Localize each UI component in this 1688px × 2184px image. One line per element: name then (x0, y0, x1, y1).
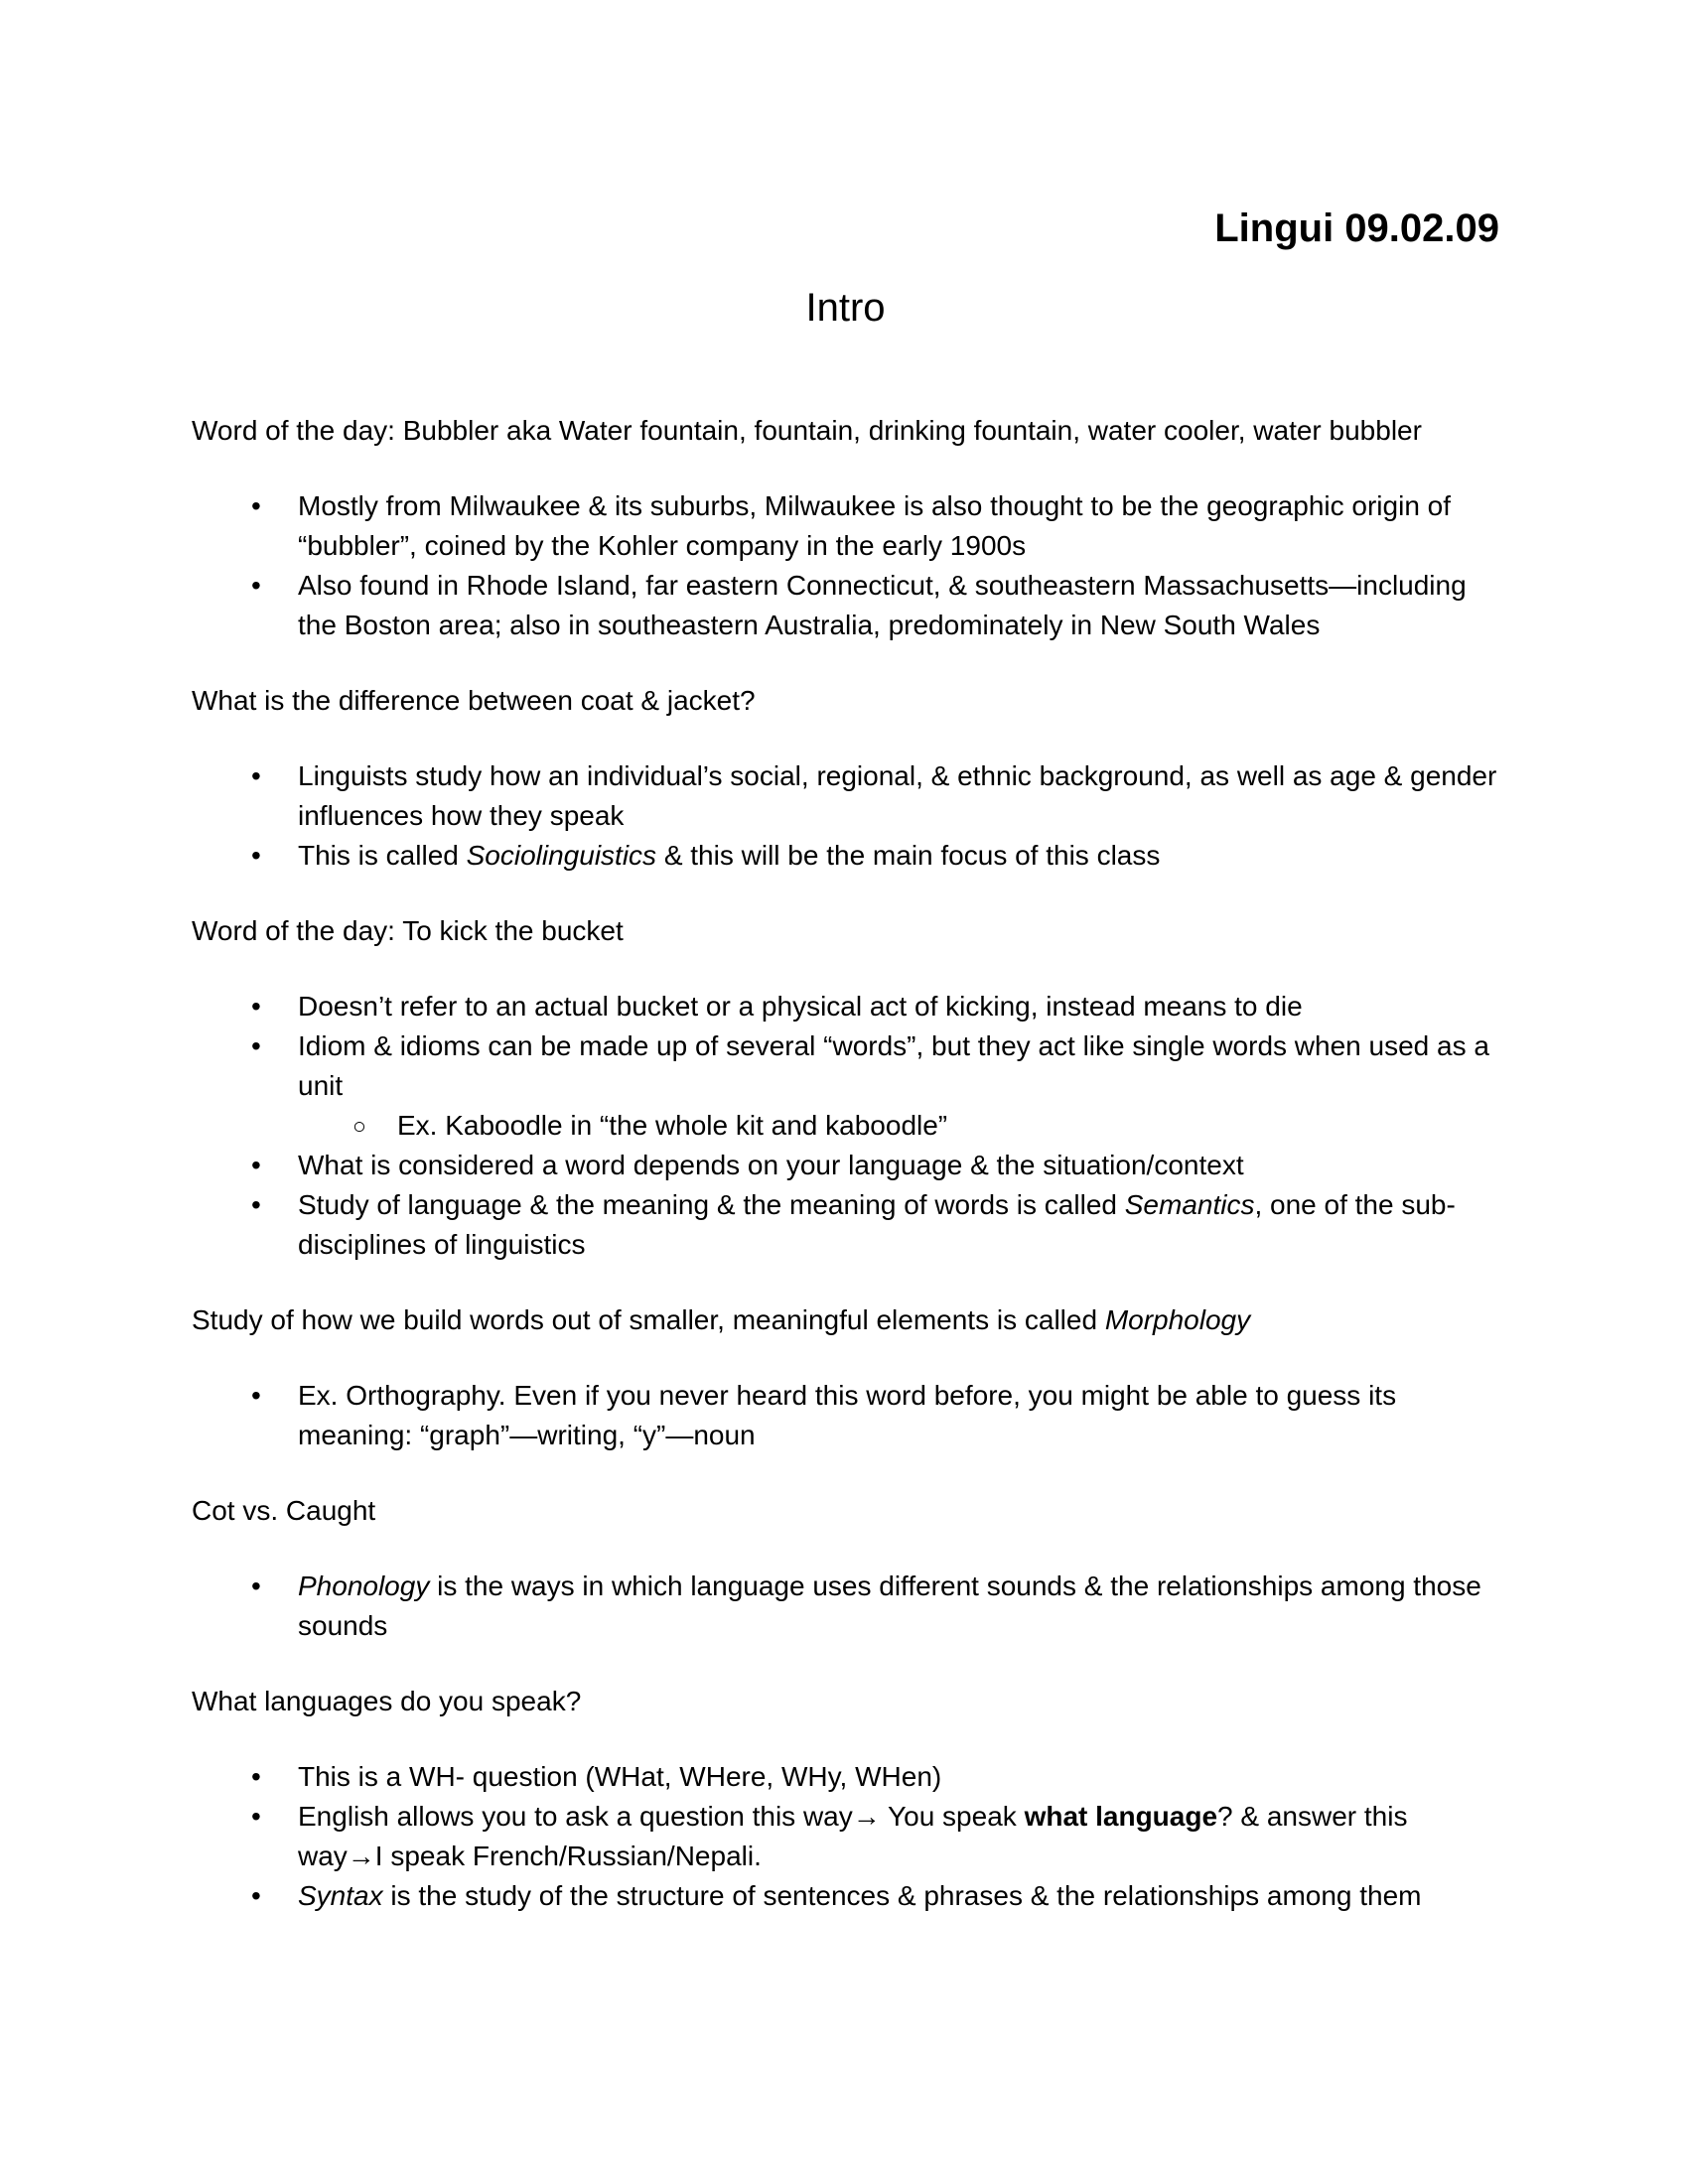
list-item (192, 1146, 1499, 1185)
list-item (192, 756, 1499, 836)
bullet-list (192, 1757, 1499, 1916)
text-segment: English allows you to ask a question this way (298, 1801, 853, 1832)
list-item-text (298, 1030, 1489, 1101)
disc-bullet-icon: • (251, 991, 261, 1022)
bullet-list (192, 756, 1499, 876)
paragraph (192, 1300, 1499, 1340)
list-item (192, 836, 1499, 876)
text-segment: Cot vs. Caught (192, 1495, 376, 1526)
text-segment: Mostly from Milwaukee & its suburbs, Milwaukee is also thought to be the geographic origin of “bubbler”, coined by the Kohler company in the early 1900s (298, 490, 1452, 561)
text-segment: Word of the day: Bubbler aka Water fountain, fountain, drinking fountain, water cooler, water bubbler (192, 415, 1422, 446)
bullet-list (192, 1567, 1499, 1646)
circle-bullet-icon: ○ (352, 1113, 366, 1139)
list-item (192, 1376, 1499, 1455)
text-segment: What is the difference between coat & jacket? (192, 685, 756, 716)
paragraph (192, 1682, 1499, 1721)
text-segment: Linguists study how an individual’s social, regional, & ethnic background, as well as age & gender influences how they speak (298, 760, 1497, 831)
list-item-text (298, 840, 1160, 871)
list-item-text (298, 1380, 1396, 1450)
text-segment: Study of how we build words out of smaller, meaningful elements is called (192, 1304, 1105, 1335)
text-segment: Semantics (1124, 1189, 1255, 1220)
text-segment: Also found in Rhode Island, far eastern Connecticut, & southeastern Massachusetts—including the Boston area; also in southeastern Australia, predominately in New South Wales (298, 570, 1467, 640)
text-segment: , one of the sub-disciplines of linguistics (298, 1189, 1456, 1260)
list-item (192, 1876, 1499, 1916)
disc-bullet-icon: • (251, 1380, 261, 1411)
text-segment: You speak (880, 1801, 1025, 1832)
list-item (192, 566, 1499, 645)
list-item-text (298, 1150, 1244, 1180)
paragraph (192, 911, 1499, 951)
disc-bullet-icon: • (251, 760, 261, 791)
bullet-list (192, 1376, 1499, 1455)
text-segment: Sociolinguistics (466, 840, 657, 871)
list-item-text (298, 760, 1496, 831)
disc-bullet-icon: • (251, 1801, 261, 1832)
list-item-text (298, 1880, 1422, 1911)
text-segment: Morphology (1104, 1304, 1251, 1335)
text-segment: Ex. Kaboodle in “the whole kit and kaboodle” (397, 1110, 948, 1141)
text-segment: What is considered a word depends on your language & the situation/context (298, 1150, 1244, 1180)
text-segment: is the study of the structure of sentences & phrases & the relationships among them (382, 1880, 1422, 1911)
list-item-text (298, 1761, 941, 1792)
text-segment: Doesn’t refer to an actual bucket or a physical act of kicking, instead means to die (298, 991, 1303, 1022)
page-title: Intro (805, 286, 886, 330)
text-segment: → (347, 1841, 375, 1871)
text-segment: Ex. Orthography. Even if you never heard this word before, you might be able to guess its meaning: “graph”—writing, “y”—noun (298, 1380, 1397, 1450)
text-segment: ? & answer this way (298, 1801, 1408, 1871)
text-segment: & this will be the main focus of this class (656, 840, 1161, 871)
list-item-text (298, 1570, 1481, 1641)
list-item (192, 1026, 1499, 1106)
text-segment: what language (1024, 1801, 1218, 1832)
list-item (192, 1797, 1499, 1876)
disc-bullet-icon: • (251, 1189, 261, 1220)
text-segment: Idiom & idioms can be made up of several “words”, but they act like single words when used as a unit (298, 1030, 1489, 1101)
disc-bullet-icon: • (251, 490, 261, 521)
text-segment: What languages do you speak? (192, 1686, 582, 1716)
text-segment: Word of the day: To kick the bucket (192, 915, 624, 946)
list-item (192, 486, 1499, 566)
list-item (192, 1567, 1499, 1646)
disc-bullet-icon: • (251, 1030, 261, 1061)
list-item-text (298, 1189, 1456, 1260)
bullet-list (192, 987, 1499, 1265)
paragraph (192, 681, 1499, 721)
paragraph (192, 1491, 1499, 1531)
paragraph (192, 411, 1499, 451)
text-segment: This is a WH- question (WHat, WHere, WHy, WHen) (298, 1761, 942, 1792)
text-segment: → (852, 1801, 881, 1832)
disc-bullet-icon: • (251, 570, 261, 601)
list-item (192, 987, 1499, 1026)
list-item-text (397, 1110, 947, 1141)
list-item (192, 1185, 1499, 1265)
list-item (192, 1757, 1499, 1797)
disc-bullet-icon: • (251, 840, 261, 871)
text-segment: Study of language & the meaning & the meaning of words is called (298, 1189, 1125, 1220)
disc-bullet-icon: • (251, 1761, 261, 1792)
disc-bullet-icon: • (251, 1570, 261, 1601)
document-content (192, 411, 1499, 1916)
list-item-text (298, 991, 1303, 1022)
text-segment: Syntax (298, 1880, 383, 1911)
text-segment: is the ways in which language uses different sounds & the relationships among those sounds (298, 1570, 1481, 1641)
list-item (192, 1106, 1499, 1146)
text-segment: I speak French/Russian/Nepali. (374, 1841, 762, 1871)
list-item-text (298, 490, 1451, 561)
bullet-list (192, 486, 1499, 645)
list-item-text (298, 1801, 1407, 1871)
disc-bullet-icon: • (251, 1150, 261, 1180)
text-segment: Phonology (298, 1570, 430, 1601)
text-segment: This is called (298, 840, 467, 871)
header-title: Lingui 09.02.09 (1214, 206, 1499, 250)
list-item-text (298, 570, 1467, 640)
disc-bullet-icon: • (251, 1880, 261, 1911)
